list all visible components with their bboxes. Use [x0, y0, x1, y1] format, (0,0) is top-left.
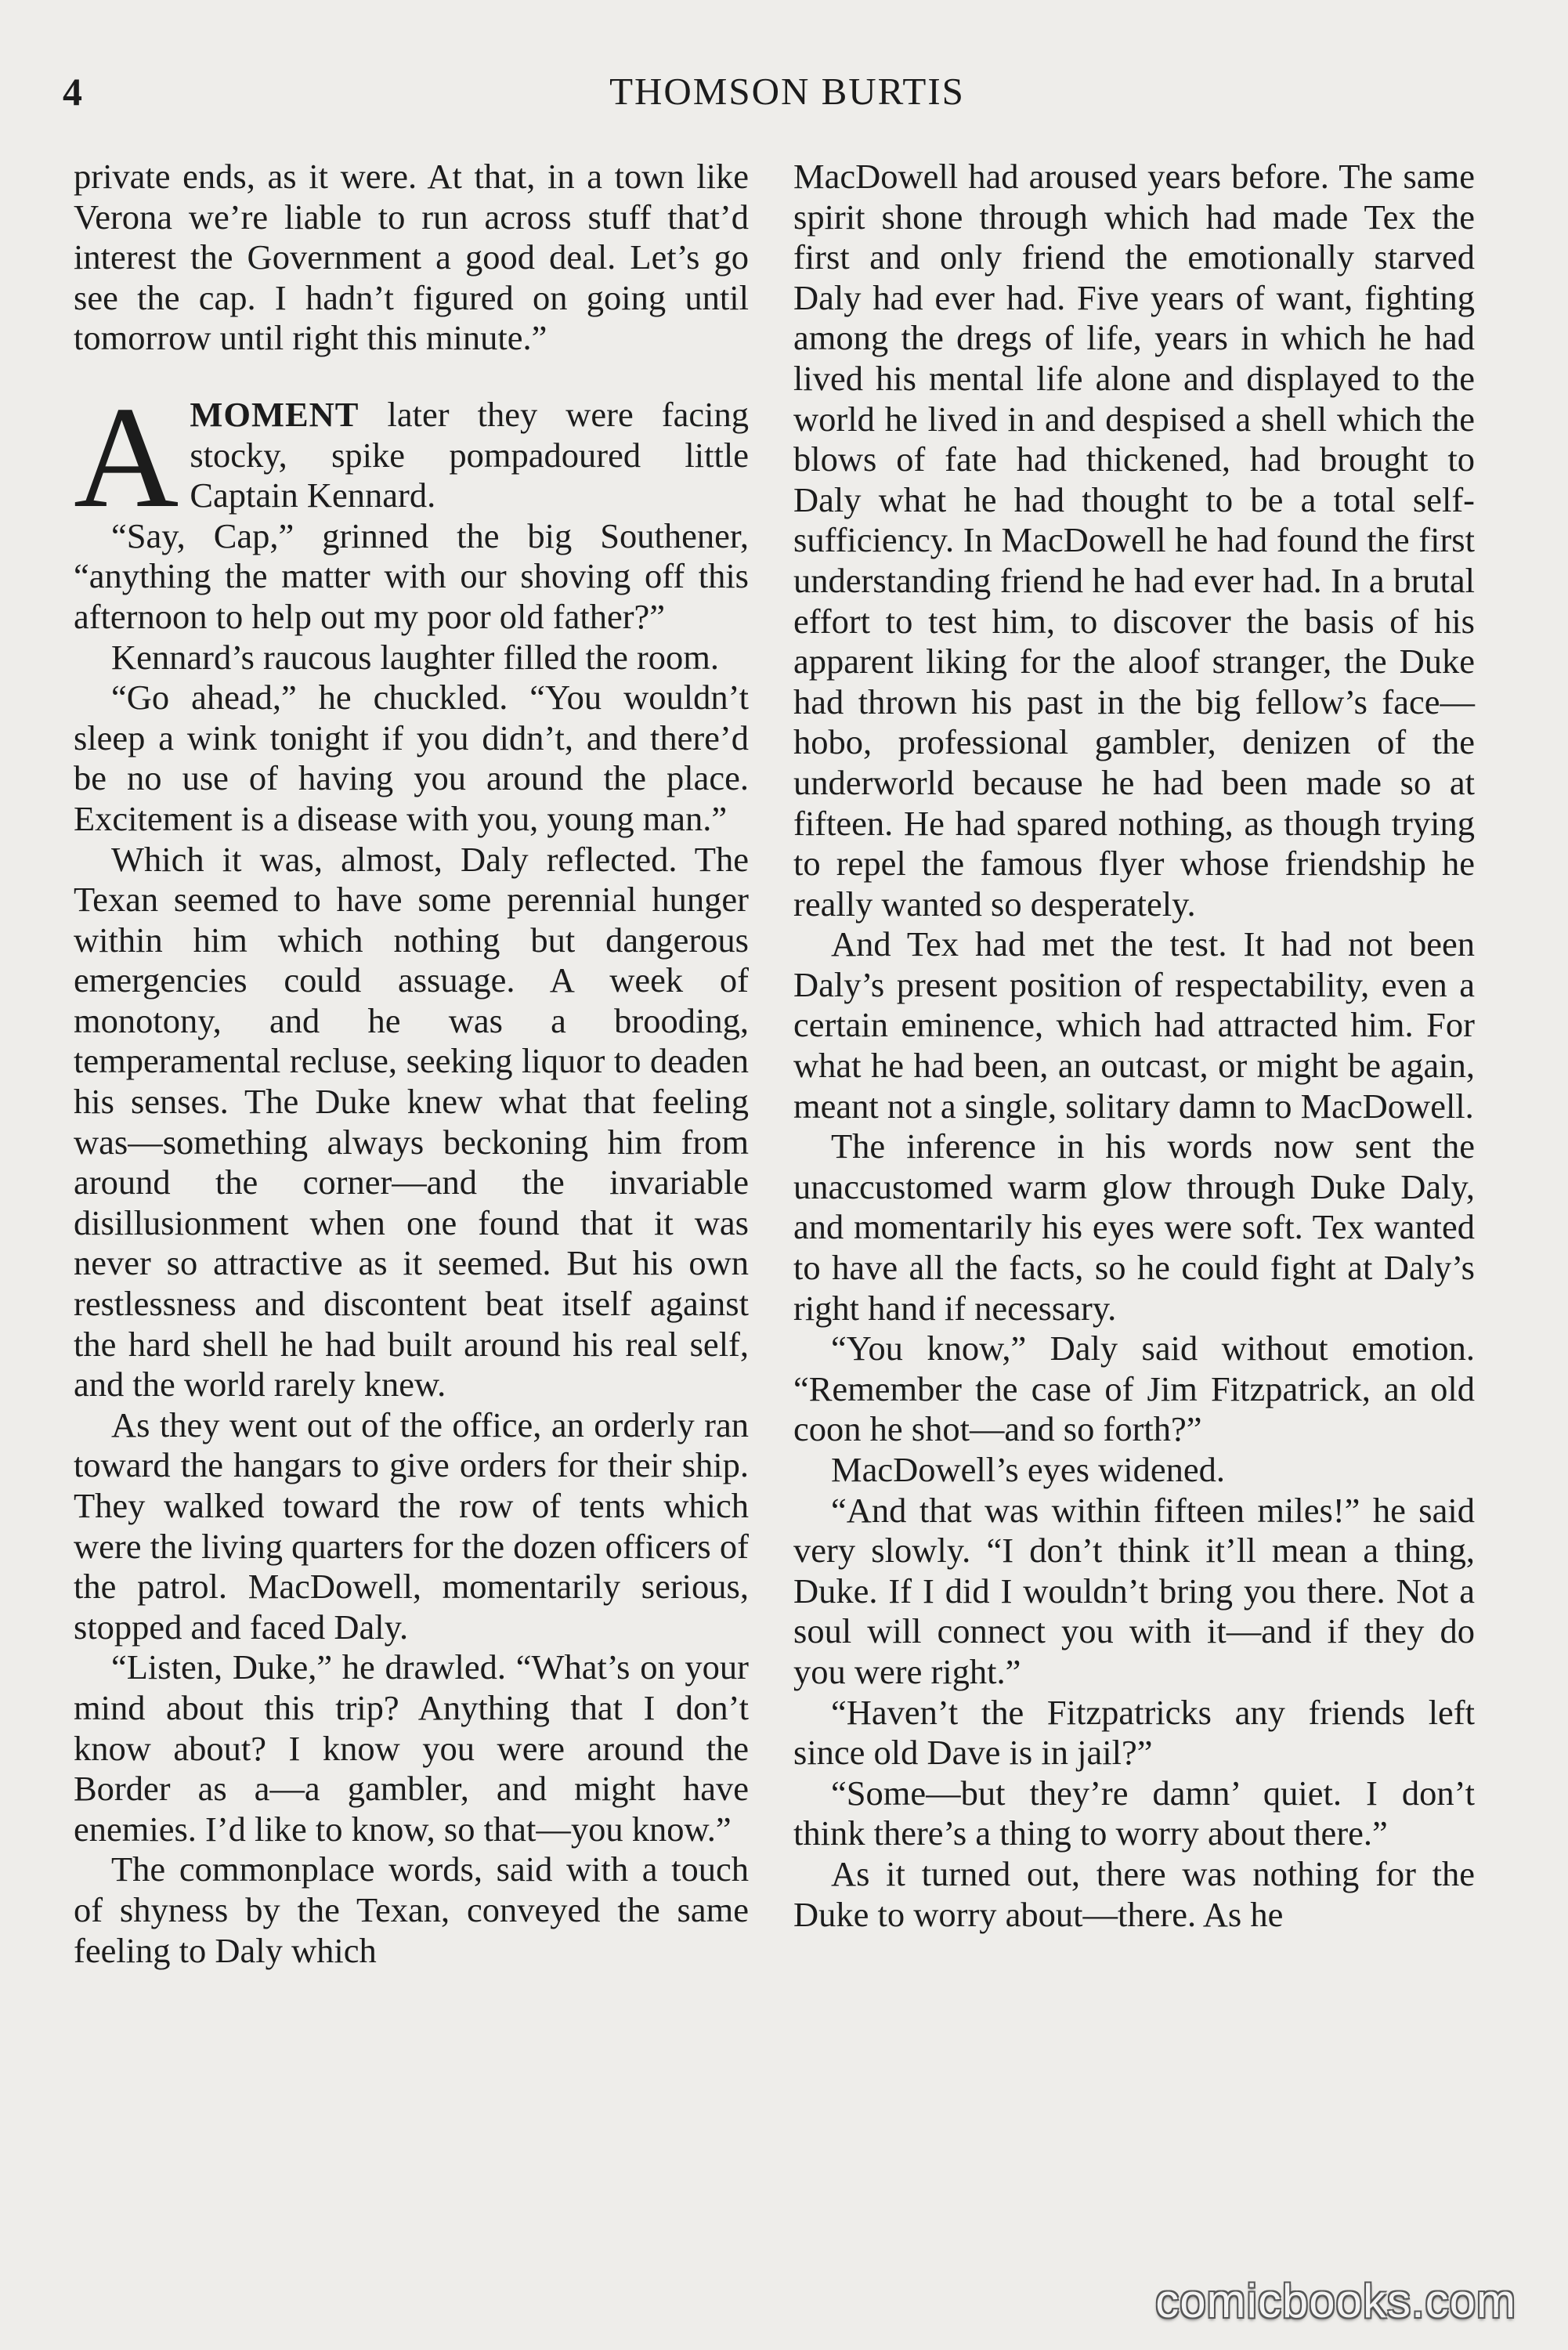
page-number: 4 — [63, 70, 82, 114]
running-title: THOMSON BURTIS — [609, 70, 965, 113]
paragraph: MacDowell’s eyes widened. — [831, 1450, 1225, 1489]
paragraph: As they went out of the office, an orderly ran toward the hangars to give orders for their ship. They walked toward the row of tents which were the living quarters for the dozen officers of the patrol. MacDowell, momentarily serious, stopped and faced Daly. — [74, 1405, 749, 1647]
right-column — [793, 157, 1475, 1935]
paragraph: And Tex had met the test. It had not been Daly’s present position of respectability, even a certain eminence, which had attracted him. For what he had been, an outcast, or might be again, meant not a single, solitary damn to MacDowell. — [793, 924, 1475, 1126]
watermark: comicbooks.com — [1155, 2275, 1516, 2327]
paragraph: “Some—but they’re damn’ quiet. I don’t think there’s a thing to worry about there.” — [793, 1773, 1475, 1853]
left-column — [74, 157, 749, 1971]
paragraph: As it turned out, there was nothing for the Duke to worry about—there. As he — [793, 1853, 1475, 1934]
paragraph: private ends, as it were. At that, in a town like Verona we’re liable to run across stuff that’d interest the Government a good deal. Let’s go see the cap. I hadn’t figured on going until tomorrow until right this minute.” — [74, 157, 749, 358]
paragraph: Kennard’s raucous laughter filled the room. — [111, 637, 720, 677]
paragraph: Which it was, almost, Daly reflected. The Texan seemed to have some perennial hunger within him which nothing but dangerous emergencies could assuage. A week of monotony, and he was a brooding, temperamental recluse, seeking liquor to deaden his senses. The Duke knew what that feeling was—something always beckoning him from around the corner—and the invariable disillusionment when one found that it was never so attractive as it seemed. But his own restlessness and discontent beat itself against the hard shell he had built around his real self, and the world rarely knew. — [74, 839, 749, 1405]
drop-cap: A — [74, 376, 179, 538]
paragraph: “Haven’t the Fitzpatricks any friends left since old Dave is in jail?” — [793, 1692, 1475, 1773]
paragraph: “And that was within fifteen miles!” he said very slowly. “I don’t think it’ll mean a thing, Duke. If I did I wouldn’t bring you there. Not a soul will connect you with it—and if they do you were right.” — [793, 1490, 1475, 1691]
page-header — [63, 69, 1512, 124]
paragraph: The inference in his words now sent the unaccustomed warm glow through Duke Daly, and momentarily his eyes were soft. Tex wanted to have all the facts, so he could fight at Daly’s right hand if necessary. — [793, 1126, 1475, 1328]
section-opening-paragraph — [74, 376, 749, 538]
paragraph: “You know,” Daly said without emotion. “Remember the case of Jim Fitzpatrick, an old coon he shot—and so forth?” — [793, 1329, 1475, 1449]
paragraph: The commonplace words, said with a touch of shyness by the Texan, conveyed the same feeling to Daly which — [74, 1849, 749, 1970]
paragraph: “Go ahead,” he chuckled. “You wouldn’t sleep a wink tonight if you didn’t, and there’d be no use of having you around the place. Excitement is a disease with you, young man.” — [74, 678, 749, 838]
paragraph: “Listen, Duke,” he drawled. “What’s on your mind about this trip? Anything that I don’t know about? I know you were around the Border as a—a gambler, and might have enemies. I’d like to know, so that—you know.” — [74, 1647, 749, 1849]
paragraph: MacDowell had aroused years before. The same spirit shone through which had made Tex the first and only friend the emotionally starved Daly had ever had. Five years of want, fighting among the dregs of life, years in which he had lived his mental life alone and displayed to the world he lived in and despised a shell which the blows of fate had thickened, had brought to Daly what he had thought to be a total self-sufficiency. In MacDowell he had found the first understanding friend he had ever had. In a brutal effort to test him, to discover the basis of his apparent liking for the aloof stranger, the Duke had thrown his past in the big fellow’s face—hobo, professional gambler, denizen of the underworld because he had been made so at fifteen. He had spared nothing, as though trying to repel the famous flyer whose friendship he really wanted so desperately. — [793, 157, 1475, 924]
paragraph-text: later they were facing stocky, spike pompadoured little Captain Kennard. — [190, 394, 749, 515]
paragraph: “Say, Cap,” grinned the big Southener, “anything the matter with our shoving off this afternoon to help out my poor old father?” — [74, 515, 749, 636]
section-lead-word: MOMENT — [190, 394, 359, 434]
